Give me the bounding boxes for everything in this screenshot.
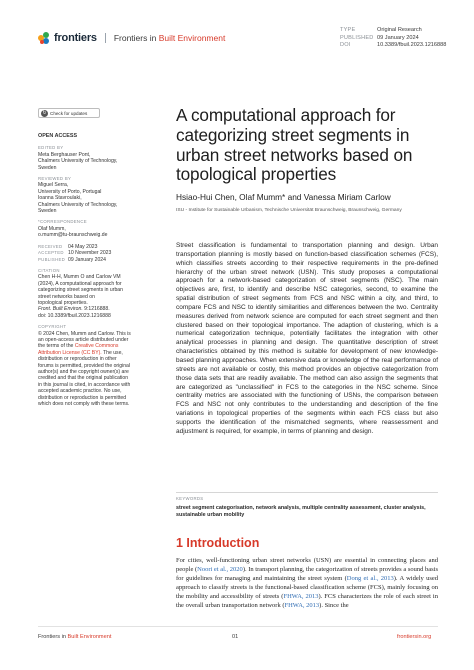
citation-section: CITATION Chen H-H, Mumm O and Carlow VM (2024), A computational approach for categorizing street segments in urban street networks based on topological properties. Front. Built Environ. 9:1216888. doi: 10.3389/fbuil.2023.1216888 — [38, 268, 156, 319]
check-updates-label: Check for updates — [50, 110, 88, 116]
header-brand — [38, 32, 225, 44]
header-divider — [105, 33, 106, 43]
footer-divider — [38, 626, 438, 627]
citation-link[interactable]: Noori et al., 2020 — [197, 565, 243, 573]
citation-link[interactable]: FHWA, 2013 — [284, 601, 320, 609]
check-update-icon: ↻ — [42, 109, 47, 116]
citation-link[interactable]: FHWA, 2013 — [283, 592, 319, 600]
keywords-label: KEYWORDS — [176, 496, 204, 501]
footer-site-link[interactable]: frontiersin.org — [397, 634, 432, 640]
received-date: 04 May 2023 — [68, 243, 98, 250]
article-doi[interactable]: 10.3389/fbuil.2023.1216888 — [377, 42, 447, 49]
copyright-section: COPYRIGHT © 2024 Chen, Mumm and Carlow. This is an open-access article distributed under the terms of the Creative Commons Attribution License (CC BY). The use, distribution or reproduction in other forums is permitted, provided the original author(s) and the copyright owner(s) are credited and that the original publication in this journal is cited, in accordance with accepted academic practice. No use, distribution or reproduction is permitted which does not comply with these terms. — [38, 324, 131, 408]
article-title: A computational approach for categorizing street segments in urban street networks based on topological properties — [176, 105, 413, 185]
article-meta: TYPE Original Research PUBLISHED 09 January 2024 DOI 10.3389/fbuil.2023.1216888 — [340, 27, 447, 49]
article-authors: Hsiao-Hui Chen, Olaf Mumm* and Vanessa Miriam Carlow — [176, 192, 391, 202]
sidebar — [38, 133, 156, 412]
section-heading-introduction: 1 Introduction — [176, 536, 260, 550]
dates-section: RECEIVED 04 May 2023 ACCEPTED 10 November 2023 PUBLISHED 09 January 2024 — [38, 243, 112, 263]
open-access-label: OPEN ACCESS — [38, 133, 78, 139]
correspondence-section: *CORRESPONDENCE Olaf Mumm, o.mumm@tu-braunschweig.de — [38, 219, 156, 238]
correspondence-email[interactable]: o.mumm@tu-braunschweig.de — [38, 232, 108, 239]
publish-date: 09 January 2024 — [377, 34, 419, 41]
edited-by-section: EDITED BY Meta Berghauser Pont, Chalmers University of Technology, Sweden — [38, 145, 118, 171]
page-number: 01 — [232, 634, 239, 640]
citation-link[interactable]: Dong et al., 2013 — [346, 574, 394, 582]
keywords: street segment categorisation, network analysis, multiple centrality assessment, cluster analysis, sustainable urban mobility — [176, 505, 426, 519]
accepted-date: 10 November 2023 — [68, 250, 112, 257]
abstract: Street classification is fundamental to transportation planning and design. Urban transportation planning is mostly based on function-based classification schemes (FCS), which classifies streets according to their respective requirements in the pre-defined hierarchy of the urban street network (USN). This study proposes a computational approach for a network-based categorization of street segments (NSC). The main objectives are, first, to identify and describe NSC categories, second, to examine the spatial distribution of street segments from FCS and NSC within a city, and third, to compare FCS and NSC to identify similarities and differences between the two. Centrality measures derived from network science are computed for each street segment and then clustered based on their topological importance. The adaption of clustering, which is a numerical categorization technique, potentially facilitates the integration with other analytical processes in planning and design. The quantitative description of street characteristics obtained by this method is suitable for development of new knowledge-based planning approaches. When extensive data or knowledge of the real performance of streets are not available or costly, this method provides an objective categorization from those data sets that are readily available. The method can also assign the segments that are categorized as "unclassified" in FCS to the categories in the NSC scheme. Since centrality metrics are associated with the functioning of USNs, the comparison between FCS and NSC not only contributes to the understanding and description of the fine variations in topological properties of the segments within each FCS class but also supports the identification of the mismatched segments, where reassessment and adjustment is required, for example, in terms of planning and design. — [176, 242, 438, 435]
check-for-updates-button[interactable] — [38, 108, 100, 118]
keywords-divider — [176, 492, 438, 493]
journal-name[interactable]: Frontiers in Built Environment — [113, 33, 226, 43]
introduction-paragraph: For cities, well-functioning urban street networks (USN) are essential in connecting places and people (Noori et al., 2020). In transport planning, the categorization of streets provides a sound basis for guidelines for managing and maintaining the street system (Dong et al., 2013). A widely used approach to classify streets is the functional-based classification scheme (FCS), mainly focusing on the mobility and accessibility of streets (FHWA, 2013). FCS characterizes the role of each street in the overall urban transportation network (FHWA, 2013). Since the — [176, 557, 438, 609]
footer-journal: Frontiers in Built Environment — [38, 634, 112, 640]
article-type: Original Research — [377, 27, 422, 33]
published-date: 09 January 2024 — [68, 256, 106, 263]
reviewed-by-section: REVIEWED BY Miguel Serra, University of Porto, Portugal Ioanna Stavroulaki, Chalmers University of Technology, Sweden — [38, 176, 118, 215]
publisher-name: frontiers — [54, 32, 97, 44]
citation-doi[interactable]: doi: 10.3389/fbuil.2023.1216888 — [38, 312, 111, 319]
frontiers-logo-icon — [38, 32, 50, 44]
author-affiliation: ISU - Institute for Sustainable Urbanism, Technische Universität Braunschweig, Braunschweig, Germany — [176, 208, 402, 213]
license-link[interactable]: Creative Commons — [74, 343, 119, 350]
